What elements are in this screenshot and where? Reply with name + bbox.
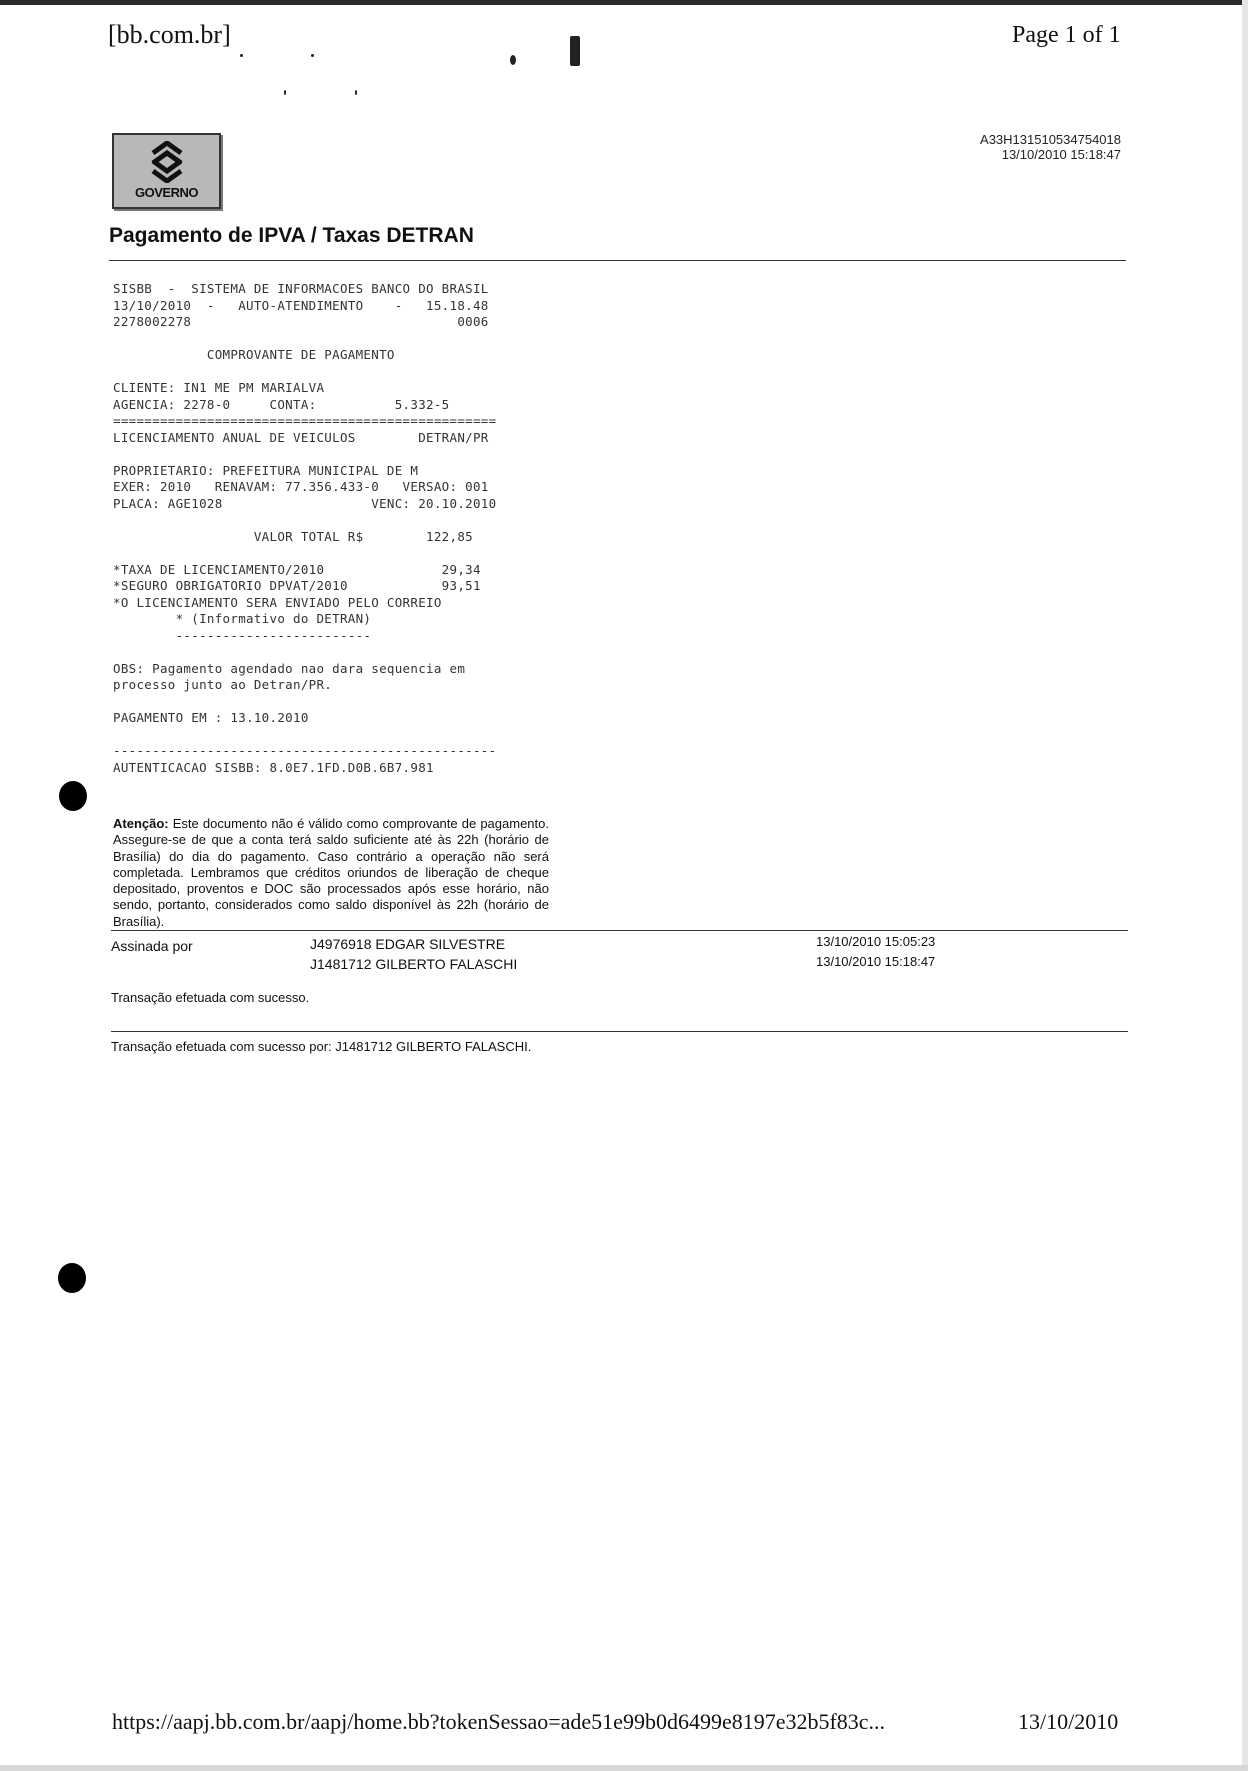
- banco-do-brasil-logo-icon: [145, 141, 189, 183]
- receipt-line: EXER: 2010 RENAVAM: 77.356.433-0 VERSAO: 001: [113, 479, 489, 494]
- logo-box: [112, 133, 221, 209]
- page-title: Pagamento de IPVA / Taxas DETRAN: [109, 224, 474, 247]
- attention-notice: [113, 816, 549, 930]
- receipt-line: [113, 727, 543, 744]
- title-divider: [109, 260, 1126, 261]
- receipt-line: LICENCIAMENTO ANUAL DE VEICULOS DETRAN/PR: [113, 429, 489, 445]
- receipt-line: processo junto ao Detran/PR.: [113, 677, 333, 692]
- scan-speck: [311, 54, 314, 57]
- attention-label: Atenção:: [113, 816, 169, 831]
- reference-timestamp: 13/10/2010 15:18:47: [1001, 147, 1121, 162]
- receipt-line: -------------------------: [113, 627, 372, 643]
- header-page-indicator: Page 1 of 1: [1012, 22, 1121, 48]
- transaction-status: Transação efetuada com sucesso.: [111, 990, 310, 1005]
- receipt-line: 13/10/2010 - AUTO-ATENDIMENTO - 15.18.48: [113, 297, 489, 313]
- header-site: [bb.com.br]: [108, 20, 231, 49]
- receipt-line: [113, 331, 543, 348]
- receipt-line: 2278002278 0006: [113, 314, 489, 329]
- punch-hole: [58, 1263, 86, 1293]
- receipt-line: CLIENTE: IN1 ME PM MARIALVA: [113, 380, 325, 395]
- final-divider: [111, 1031, 1128, 1032]
- scan-speck: [240, 54, 243, 57]
- receipt-line: VALOR TOTAL R$ 122,85: [113, 528, 473, 544]
- final-transaction-status: Transação efetuada com sucesso por: J1481712 GILBERTO FALASCHI.: [111, 1039, 532, 1054]
- receipt-line: [113, 545, 543, 562]
- receipt-line: SISBB - SISTEMA DE INFORMACOES BANCO DO BRASIL: [113, 281, 489, 296]
- signer-name: J1481712 GILBERTO FALASCHI: [310, 956, 518, 972]
- receipt-line: [113, 446, 543, 463]
- receipt-line: * (Informativo do DETRAN): [113, 611, 372, 626]
- scan-speck: [355, 90, 357, 95]
- receipt-line: OBS: Pagamento agendado nao dara sequencia em: [113, 660, 466, 676]
- receipt-line: PROPRIETARIO: PREFEITURA MUNICIPAL DE M: [113, 462, 419, 478]
- footer-date: 13/10/2010: [1018, 1709, 1119, 1734]
- reference-code: A33H131510534754018: [980, 132, 1121, 147]
- footer-url: https://aapj.bb.com.br/aapj/home.bb?tokenSessao=ade51e99b0d6499e8197e32b5f83c...: [112, 1709, 886, 1734]
- receipt-line: *SEGURO OBRIGATORIO DPVAT/2010 93,51: [113, 578, 481, 593]
- receipt-line: -------------------------------------------------: [113, 743, 497, 758]
- receipt-line: *O LICENCIAMENTO SERA ENVIADO PELO CORREIO: [113, 594, 442, 610]
- receipt-line: =================================================: [113, 413, 497, 428]
- signer-timestamp: 13/10/2010 15:05:23: [816, 934, 936, 949]
- receipt-line: COMPROVANTE DE PAGAMENTO: [113, 347, 395, 362]
- attention-text: Este documento não é válido como comprovante de pagamento. Assegure-se de que a conta terá saldo suficiente até às 22h (horário de Brasília) do dia do pagamento. Caso contrário a operação não será completada. Lembramos que créditos oriundos de liberação de cheque depositado, proventos e DOC são processados após esse horário, não sendo, portanto, considerados como saldo disponível às 22h (horário de Brasília).: [113, 816, 549, 929]
- scan-speck: [570, 36, 580, 66]
- signer-timestamp: 13/10/2010 15:18:47: [816, 954, 936, 969]
- scan-top-edge: [0, 0, 1248, 5]
- signer-name: J4976918 EDGAR SILVESTRE: [310, 936, 506, 952]
- scan-speck: [510, 55, 516, 65]
- receipt-line: PLACA: AGE1028 VENC: 20.10.2010: [113, 495, 497, 511]
- receipt-line: [113, 364, 543, 381]
- receipt-line: [113, 512, 543, 529]
- scan-right-edge: [1242, 0, 1248, 1771]
- receipt-line: [113, 644, 543, 661]
- receipt-line: [113, 694, 543, 711]
- scan-bottom-edge: [0, 1765, 1248, 1771]
- signed-by-label: Assinada por: [111, 938, 193, 954]
- payment-receipt: [113, 281, 543, 776]
- receipt-line: AGENCIA: 2278-0 CONTA: 5.332-5: [113, 396, 450, 412]
- punch-hole: [59, 781, 87, 811]
- signatures-divider: [111, 930, 1128, 931]
- receipt-line: PAGAMENTO EM : 13.10.2010: [113, 710, 309, 725]
- reference-block: [980, 132, 1121, 162]
- receipt-line: AUTENTICACAO SISBB: 8.0E7.1FD.D0B.6B7.981: [113, 759, 434, 775]
- receipt-line: *TAXA DE LICENCIAMENTO/2010 29,34: [113, 561, 481, 577]
- logo-text: GOVERNO: [135, 185, 198, 200]
- scan-speck: [284, 90, 286, 95]
